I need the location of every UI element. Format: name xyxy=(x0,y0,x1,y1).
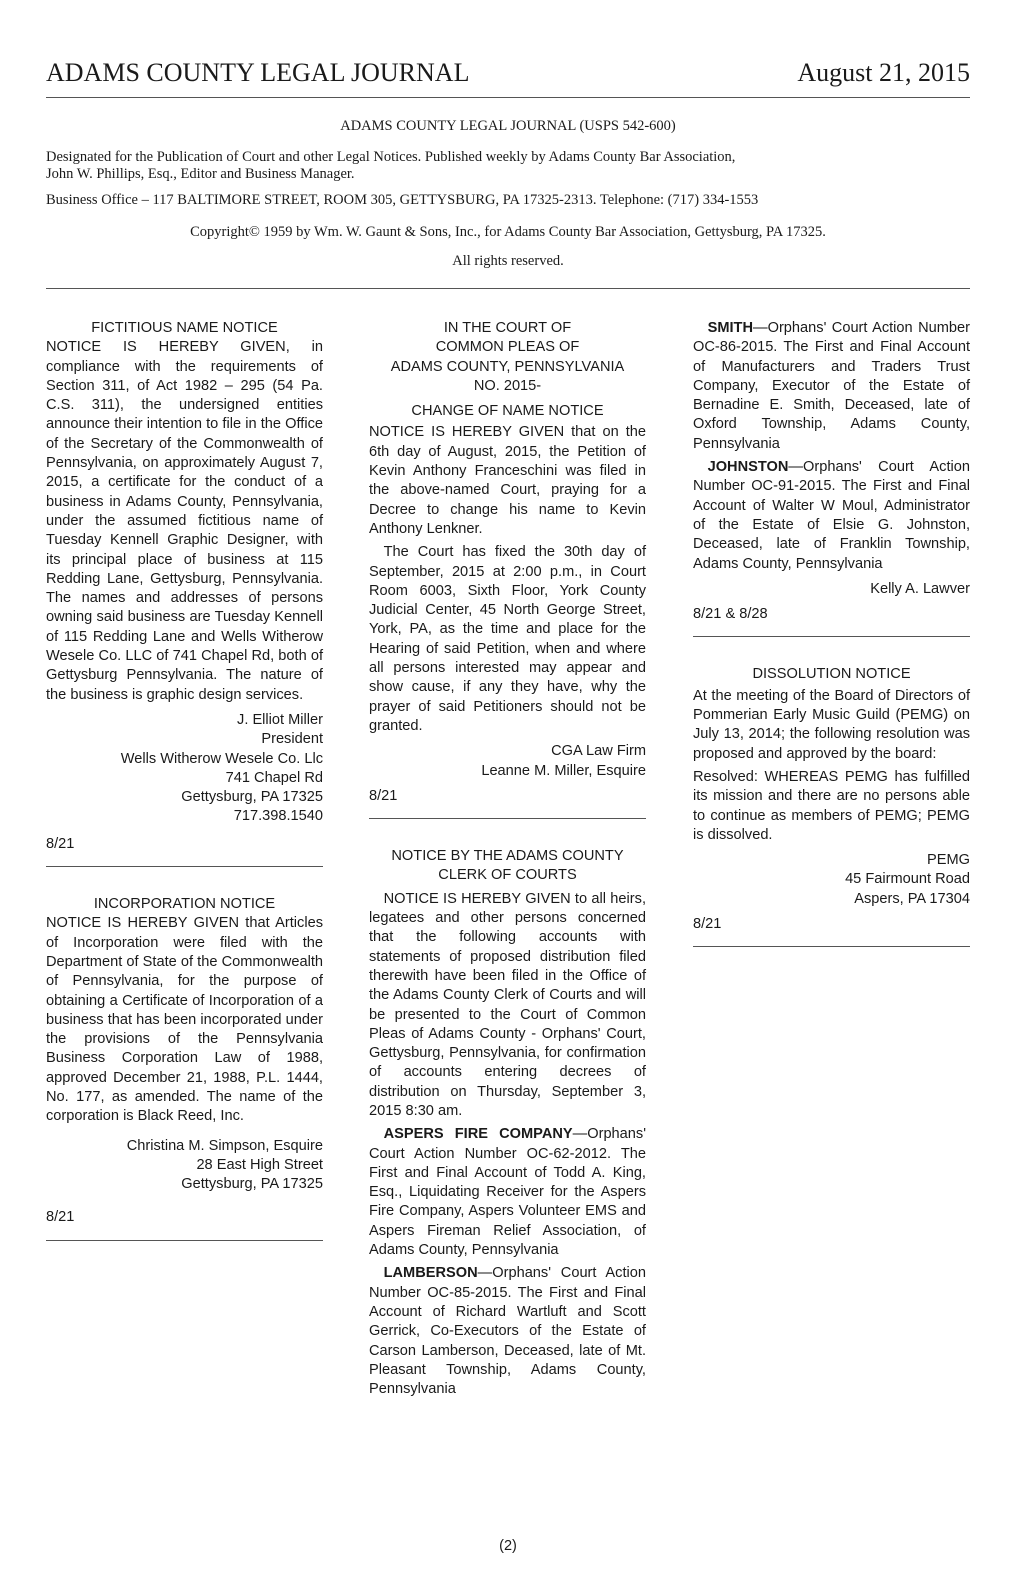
notice-title-line1: NOTICE BY THE ADAMS COUNTY xyxy=(391,848,624,865)
signer-name: Leanne M. Miller, Esquire xyxy=(481,762,646,779)
publication-date: 8/21 & 8/28 xyxy=(693,606,768,623)
masthead-editor: John W. Phillips, Esq., Editor and Business Manager. xyxy=(46,166,355,182)
column-middle xyxy=(369,319,646,1403)
notice-divider xyxy=(693,946,970,947)
clerk-of-courts-notice-continued xyxy=(693,319,970,637)
notice-body-1: NOTICE IS HEREBY GIVEN that on the 6th day of August, 2015, the Petition of Kevin Anthony Franceschini was filed in the above-named Court, praying for a Decree to change his name to Kevin Anthony Lenkner. xyxy=(369,424,646,537)
publication-date: 8/21 xyxy=(369,787,398,804)
masthead xyxy=(46,118,970,270)
notice-signature xyxy=(693,580,970,599)
signer-company: Wells Witherow Wesele Co. Llc xyxy=(120,750,323,767)
incorporation-notice xyxy=(46,895,323,1241)
notice-body-2: The Court has fixed the 30th day of September, 2015 at 2:00 p.m., in Court Room 6003, Sixth Floor, York County Judicial Center, 45 North George Street, York, PA, as the time and place for the Hearing of said Petition, when and where all persons interested may appear and show cause, if any they have, why the prayer of said Petitioners should not be granted. xyxy=(369,544,646,734)
journal-title: ADAMS COUNTY LEGAL JOURNAL xyxy=(46,58,470,87)
notice-body: NOTICE IS HEREBY GIVEN to all heirs, legatees and other persons concerned that the following accounts with statements of proposed distribution filed therewith have been filed in the Office of the Adams County Clerk of Courts and will be presented to the Court of Common Pleas of Adams County - Orphans' Court, Gettysburg, Pennsylvania, for confirmation of accounts entering decrees of distribution on Thursday, September 3, 2015 8:30 am. xyxy=(369,890,646,1119)
signer-name: Christina M. Simpson, Esquire xyxy=(126,1137,323,1154)
page-number: (2) xyxy=(499,1538,517,1554)
masthead-designation: Designated for the Publication of Court and other Legal Notices. Published weekly by Adams County Bar Association, xyxy=(46,149,736,165)
account-entry-smith xyxy=(693,319,970,454)
page xyxy=(46,0,970,1582)
account-entry-lamberson xyxy=(369,1264,646,1399)
entry-text: —Orphans' Court Action Number OC-91-2015. The First and Final Account of Walter W Moul, Administrator of the Estate of Elsie G. Johnston, Deceased, late of Franklin Township, Adams County, Pennsylvania xyxy=(693,459,970,572)
clerk-of-courts-notice xyxy=(369,847,646,1399)
notice-body-1: At the meeting of the Board of Directors of Pommerian Early Music Guild (PEMG) on July 13, 2014; the following resolution was proposed and approved by the board: xyxy=(693,687,970,762)
issue-date: August 21, 2015 xyxy=(797,58,970,87)
court-title-line3: ADAMS COUNTY, PENNSYLVANIA xyxy=(390,358,625,375)
court-title-line1: IN THE COURT OF xyxy=(443,320,572,336)
signer-firm: CGA Law Firm xyxy=(551,743,646,760)
masthead-title: ADAMS COUNTY LEGAL JOURNAL (USPS 542-600) xyxy=(340,118,676,134)
notice-divider xyxy=(46,866,323,867)
notice-title: DISSOLUTION NOTICE xyxy=(752,666,911,683)
publication-date: 8/21 xyxy=(46,1209,75,1226)
publication-date: 8/21 xyxy=(693,916,722,933)
notice-body-2: Resolved: WHEREAS PEMG has fulfilled its mission and there are no persons able to continue as members of PEMG; PEMG is dissolved. xyxy=(693,768,970,843)
masthead-rights: All rights reserved. xyxy=(452,253,564,269)
entry-name: JOHNSTON xyxy=(707,459,789,476)
notice-title: INCORPORATION NOTICE xyxy=(93,896,276,913)
column-right xyxy=(693,319,970,975)
signer-org: PEMG xyxy=(927,852,970,869)
masthead-divider xyxy=(46,288,970,289)
entry-name: LAMBERSON xyxy=(383,1265,478,1282)
account-entry-johnston xyxy=(693,458,970,574)
notice-divider xyxy=(46,1240,323,1241)
notice-title-line2: CLERK OF COURTS xyxy=(438,867,577,884)
entry-name: ASPERS FIRE COMPANY xyxy=(383,1126,573,1143)
entry-text: —Orphans' Court Action Number OC-62-2012. The First and Final Account of Todd A. King, Esq., Liquidating Receiver for the Aspers Fire Company, Aspers Volunteer EMS and Aspers Fireman Relief Association, of Adams County, Pennsylvania xyxy=(369,1126,646,1259)
signer-city: Gettysburg, PA 17325 xyxy=(181,789,323,806)
signer-phone: 717.398.1540 xyxy=(233,808,323,825)
publication-date: 8/21 xyxy=(46,835,75,852)
signer-city: Gettysburg, PA 17325 xyxy=(181,1176,323,1193)
notice-title: CHANGE OF NAME NOTICE xyxy=(411,403,604,420)
column-left xyxy=(46,319,323,1269)
change-of-name-notice xyxy=(369,319,646,819)
masthead-copyright: Copyright© 1959 by Wm. W. Gaunt & Sons, Inc., for Adams County Bar Association, Gettysburg, PA 17325. xyxy=(190,224,826,240)
entry-name: SMITH xyxy=(707,320,753,336)
signer-street: 28 East High Street xyxy=(196,1156,323,1173)
signer-city: Aspers, PA 17304 xyxy=(854,890,970,907)
running-head xyxy=(46,58,970,98)
signer-name: Kelly A. Lawver xyxy=(870,580,970,597)
account-entry-aspers xyxy=(369,1125,646,1260)
notice-title: FICTITIOUS NAME NOTICE xyxy=(91,320,278,336)
entry-text: —Orphans' Court Action Number OC-85-2015. The First and Final Account of Richard Wartluft and Scott Gerrick, Co-Executors of the Estate of Carson Lamberson, Deceased, late of Mt. Pleasant Township, Adams County, Pennsylvania xyxy=(369,1265,646,1398)
notice-body: NOTICE IS HEREBY GIVEN, in compliance with the requirements of Section 311, of Act 1982 – 295 (54 Pa. C.S. 311), the undersigned entities announce their intention to file in the Office of the Secretary of the Commonwealth of Pennsylvania, on approximately August 7, 2015, a certificate for the conduct of a business in Adams County, Pennsylvania, under the assumed fictitious name of Tuesday Kennell Graphic Designer, with its principal place of business at 115 Redding Lane, Gettysburg, Pennsylvania. The names and addresses of persons owning said business are Tuesday Kennell of 115 Redding Lane and Wells Witherow Wesele Co. LLC of 741 Chapel Rd, both of Gettysburg Pennsylvania. The nature of the business is graphic design services. xyxy=(46,339,323,703)
notice-signature xyxy=(46,1137,323,1195)
notice-body: NOTICE IS HEREBY GIVEN that Articles of Incorporation were filed with the Department of State of the Commonwealth of Pennsylvania, for the purpose of obtaining a Certificate of Incorporation of a business that has been incorporated under the provisions of the Pennsylvania Business Corporation Law of 1988, approved December 21, 1988, P.L. 1444, No. 177, as amended. The name of the corporation is Black Reed, Inc. xyxy=(46,915,323,1125)
court-docket-number: NO. 2015- xyxy=(473,377,542,394)
header-divider xyxy=(46,97,970,98)
fictitious-name-notice xyxy=(46,319,323,867)
entry-text: —Orphans' Court Action Number OC-86-2015. The First and Final Account of Manufacturers and Traders Trust Company, Executor of the Estate of Bernadine E. Smith, Deceased, late of Oxford Township, Adams County, Pennsylvania xyxy=(693,320,970,452)
notice-signature xyxy=(46,711,323,827)
court-title-line2: COMMON PLEAS OF xyxy=(435,339,580,356)
signer-street: 741 Chapel Rd xyxy=(225,769,323,786)
notice-signature xyxy=(369,742,646,781)
notice-divider xyxy=(693,636,970,637)
notice-signature xyxy=(693,851,970,909)
signer-street: 45 Fairmount Road xyxy=(845,871,970,888)
notice-divider xyxy=(369,818,646,819)
dissolution-notice xyxy=(693,665,970,947)
masthead-business-office: Business Office – 117 BALTIMORE STREET, ROOM 305, GETTYSBURG, PA 17325-2313. Telephone: (717) 334-1553 xyxy=(46,192,759,208)
signer-name: J. Elliot Miller xyxy=(237,711,323,728)
signer-title: President xyxy=(261,731,323,748)
